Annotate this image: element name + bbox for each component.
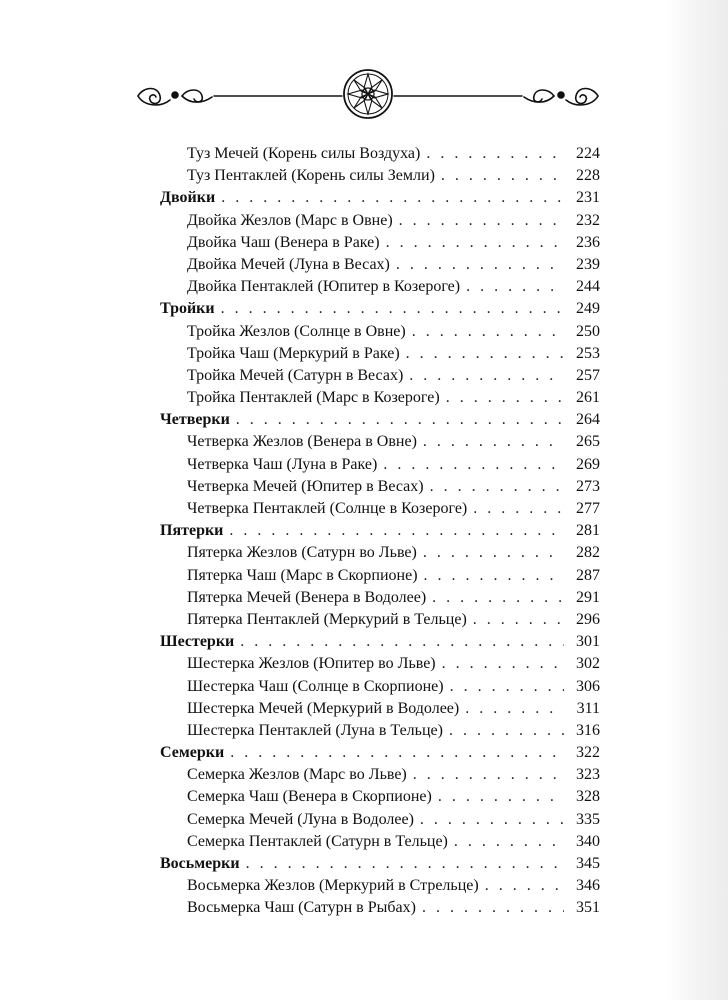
toc-entry-row (160, 365, 600, 387)
toc-entry-title: Двойка Пентаклей (Юпитер в Козероге) (187, 278, 461, 296)
toc-dot-leader (438, 786, 564, 808)
toc-entry-title: Тройка Чаш (Меркурий в Раке) (187, 344, 400, 362)
toc-page-number: 302 (576, 655, 600, 673)
toc-entry-row (160, 498, 600, 520)
toc-entry-row (160, 565, 600, 587)
toc-dot-leader (442, 653, 564, 675)
toc-dot-leader (240, 631, 564, 653)
header-ornament-icon (130, 66, 606, 122)
toc-entry-title: Семерка Чаш (Венера в Скорпионе) (187, 788, 432, 806)
toc-page-number: 273 (576, 477, 600, 495)
toc-entry-row (160, 476, 600, 498)
toc-page-number: 323 (576, 766, 600, 784)
toc-dot-leader (412, 321, 564, 343)
toc-entry-row (160, 210, 600, 232)
toc-dot-leader (450, 676, 564, 698)
toc-dot-leader (423, 431, 564, 453)
toc-entry-row (160, 165, 600, 187)
toc-entry-title: Туз Пентаклей (Корень силы Земли) (187, 167, 435, 185)
toc-entry-row (160, 809, 600, 831)
toc-page-number: 311 (576, 699, 600, 717)
toc-dot-leader (399, 210, 564, 232)
toc-section-row (160, 853, 600, 875)
toc-dot-leader (441, 165, 564, 187)
toc-section-title: Шестерки (160, 633, 235, 651)
toc-section-row (160, 520, 600, 542)
toc-page-number: 228 (576, 167, 600, 185)
toc-page-number: 322 (576, 744, 600, 762)
toc-dot-leader (485, 875, 564, 897)
toc-dot-leader (466, 276, 564, 298)
toc-page-number: 345 (576, 855, 600, 872)
toc-entry-title: Пятерка Чаш (Марс в Скорпионе) (187, 566, 418, 584)
toc-entry-row (160, 587, 600, 609)
toc-dot-leader (229, 520, 564, 542)
toc-page-number: 301 (576, 633, 600, 651)
toc-page-number: 224 (576, 145, 600, 162)
toc-entry-title: Семерка Жезлов (Марс во Льве) (187, 766, 407, 784)
toc-dot-leader (454, 831, 564, 853)
toc-dot-leader (230, 742, 564, 764)
toc-entry-title: Четверка Мечей (Юпитер в Весах) (187, 477, 424, 495)
toc-dot-leader (409, 365, 564, 387)
toc-entry-title: Двойка Чаш (Венера в Раке) (187, 233, 380, 251)
toc-entry-row (160, 676, 600, 698)
toc-entry-row (160, 698, 600, 720)
toc-section-row (160, 298, 600, 320)
toc-entry-title: Пятерка Жезлов (Сатурн во Льве) (187, 544, 417, 562)
toc-entry-row (160, 343, 600, 365)
toc-dot-leader (424, 565, 564, 587)
toc-page-number: 264 (576, 411, 600, 429)
toc-page-number: 232 (576, 211, 600, 229)
toc-dot-leader (413, 764, 564, 786)
toc-entry-row (160, 786, 600, 808)
toc-entry-row (160, 276, 600, 298)
toc-entry-row (160, 321, 600, 343)
toc-page-number: 346 (576, 877, 600, 895)
toc-dot-leader (446, 387, 564, 409)
toc-entry-title: Шестерка Жезлов (Юпитер во Льве) (187, 655, 436, 673)
toc-dot-leader (422, 897, 564, 919)
toc-entry-title: Тройка Мечей (Сатурн в Весах) (187, 366, 404, 384)
toc-entry-row (160, 875, 600, 897)
toc-dot-leader (396, 254, 564, 276)
toc-dot-leader (236, 409, 564, 431)
toc-entry-title: Семерка Пентаклей (Сатурн в Тельце) (187, 832, 448, 850)
toc-dot-leader (221, 298, 564, 320)
toc-page-number: 253 (576, 344, 600, 362)
toc-entry-title: Восьмерка Жезлов (Меркурий в Стрельце) (187, 877, 479, 895)
toc-section-row (160, 631, 600, 653)
toc-entry-title: Тройка Пентаклей (Марс в Козероге) (187, 389, 440, 407)
toc-page-number: 239 (576, 255, 600, 273)
toc-page-number: 296 (576, 610, 600, 628)
toc-dot-leader (473, 609, 564, 631)
toc-page-number: 236 (576, 233, 600, 251)
toc-entry-title: Пятерка Пентаклей (Меркурий в Тельце) (187, 610, 467, 628)
toc-entry-row (160, 653, 600, 675)
toc-entry-title: Туз Мечей (Корень силы Воздуха) (187, 145, 421, 162)
toc-page-number: 249 (576, 300, 600, 318)
toc-section-title: Двойки (160, 189, 216, 207)
page-edge-shadow (664, 0, 728, 1000)
toc-entry-row (160, 387, 600, 409)
toc-dot-leader (449, 720, 564, 742)
toc-page-number: 316 (576, 721, 600, 739)
toc-entry-title: Шестерка Чаш (Солнце в Скорпионе) (187, 677, 444, 695)
toc-entry-row (160, 609, 600, 631)
toc-page-number: 250 (576, 322, 600, 340)
toc-entry-row (160, 232, 600, 254)
toc-entry-row (160, 143, 600, 165)
toc-dot-leader (430, 476, 564, 498)
toc-page-number: 281 (576, 522, 600, 540)
toc-dot-leader (221, 187, 564, 209)
toc-section-row (160, 187, 600, 209)
toc-entry-row (160, 454, 600, 476)
toc-dot-leader (465, 698, 564, 720)
toc-entry-title: Семерка Мечей (Луна в Водолее) (187, 810, 414, 828)
toc-entry-title: Шестерка Пентаклей (Луна в Тельце) (187, 721, 443, 739)
toc-dot-leader (423, 542, 564, 564)
toc-page-number: 269 (576, 455, 600, 473)
toc-entry-row (160, 764, 600, 786)
toc-entry-title: Шестерка Мечей (Меркурий в Водолее) (187, 699, 460, 717)
toc-page-number: 340 (576, 832, 600, 850)
toc-entry-title: Четверка Жезлов (Венера в Овне) (187, 433, 417, 451)
toc-entry-row (160, 431, 600, 453)
toc-entry-title: Двойка Мечей (Луна в Весах) (187, 255, 390, 273)
toc-dot-leader (473, 498, 564, 520)
toc-page-number: 328 (576, 788, 600, 806)
toc-section-title: Восьмерки (160, 855, 240, 872)
toc-entry-title: Пятерка Мечей (Венера в Водолее) (187, 588, 427, 606)
toc-page-number: 335 (576, 810, 600, 828)
toc-entry-title: Восьмерка Чаш (Сатурн в Рыбах) (187, 899, 416, 917)
toc-entry-row (160, 720, 600, 742)
toc-page-number: 287 (576, 566, 600, 584)
toc-dot-leader (432, 587, 564, 609)
toc-entry-row (160, 254, 600, 276)
toc-section-title: Четверки (160, 411, 230, 429)
toc-page-number: 257 (576, 366, 600, 384)
toc-page-number: 265 (576, 433, 600, 451)
toc-section-title: Тройки (160, 300, 215, 318)
toc-dot-leader (406, 343, 564, 365)
toc-page-number: 261 (576, 389, 600, 407)
toc-dot-leader (386, 232, 564, 254)
toc-entry-title: Двойка Жезлов (Марс в Овне) (187, 211, 393, 229)
toc-page-number: 291 (576, 588, 600, 606)
toc-page-number: 351 (576, 899, 600, 917)
toc-dot-leader (426, 143, 564, 165)
toc-page-number: 277 (576, 500, 600, 517)
toc-page-number: 244 (576, 278, 600, 296)
table-of-contents (160, 143, 600, 920)
toc-dot-leader (246, 853, 564, 875)
toc-section-row (160, 409, 600, 431)
toc-page-number: 306 (576, 677, 600, 695)
toc-entry-row (160, 542, 600, 564)
toc-dot-leader (420, 809, 564, 831)
toc-dot-leader (383, 454, 564, 476)
toc-page-number: 231 (576, 189, 600, 207)
toc-section-title: Семерки (160, 744, 225, 762)
toc-entry-title: Четверка Пентаклей (Солнце в Козероге) (187, 500, 468, 517)
toc-entry-title: Четверка Чаш (Луна в Раке) (187, 455, 378, 473)
toc-entry-row (160, 897, 600, 919)
toc-section-row (160, 742, 600, 764)
toc-entry-row (160, 831, 600, 853)
toc-section-title: Пятерки (160, 522, 224, 540)
toc-entry-title: Тройка Жезлов (Солнце в Овне) (187, 322, 406, 340)
toc-page-number: 282 (576, 544, 600, 562)
